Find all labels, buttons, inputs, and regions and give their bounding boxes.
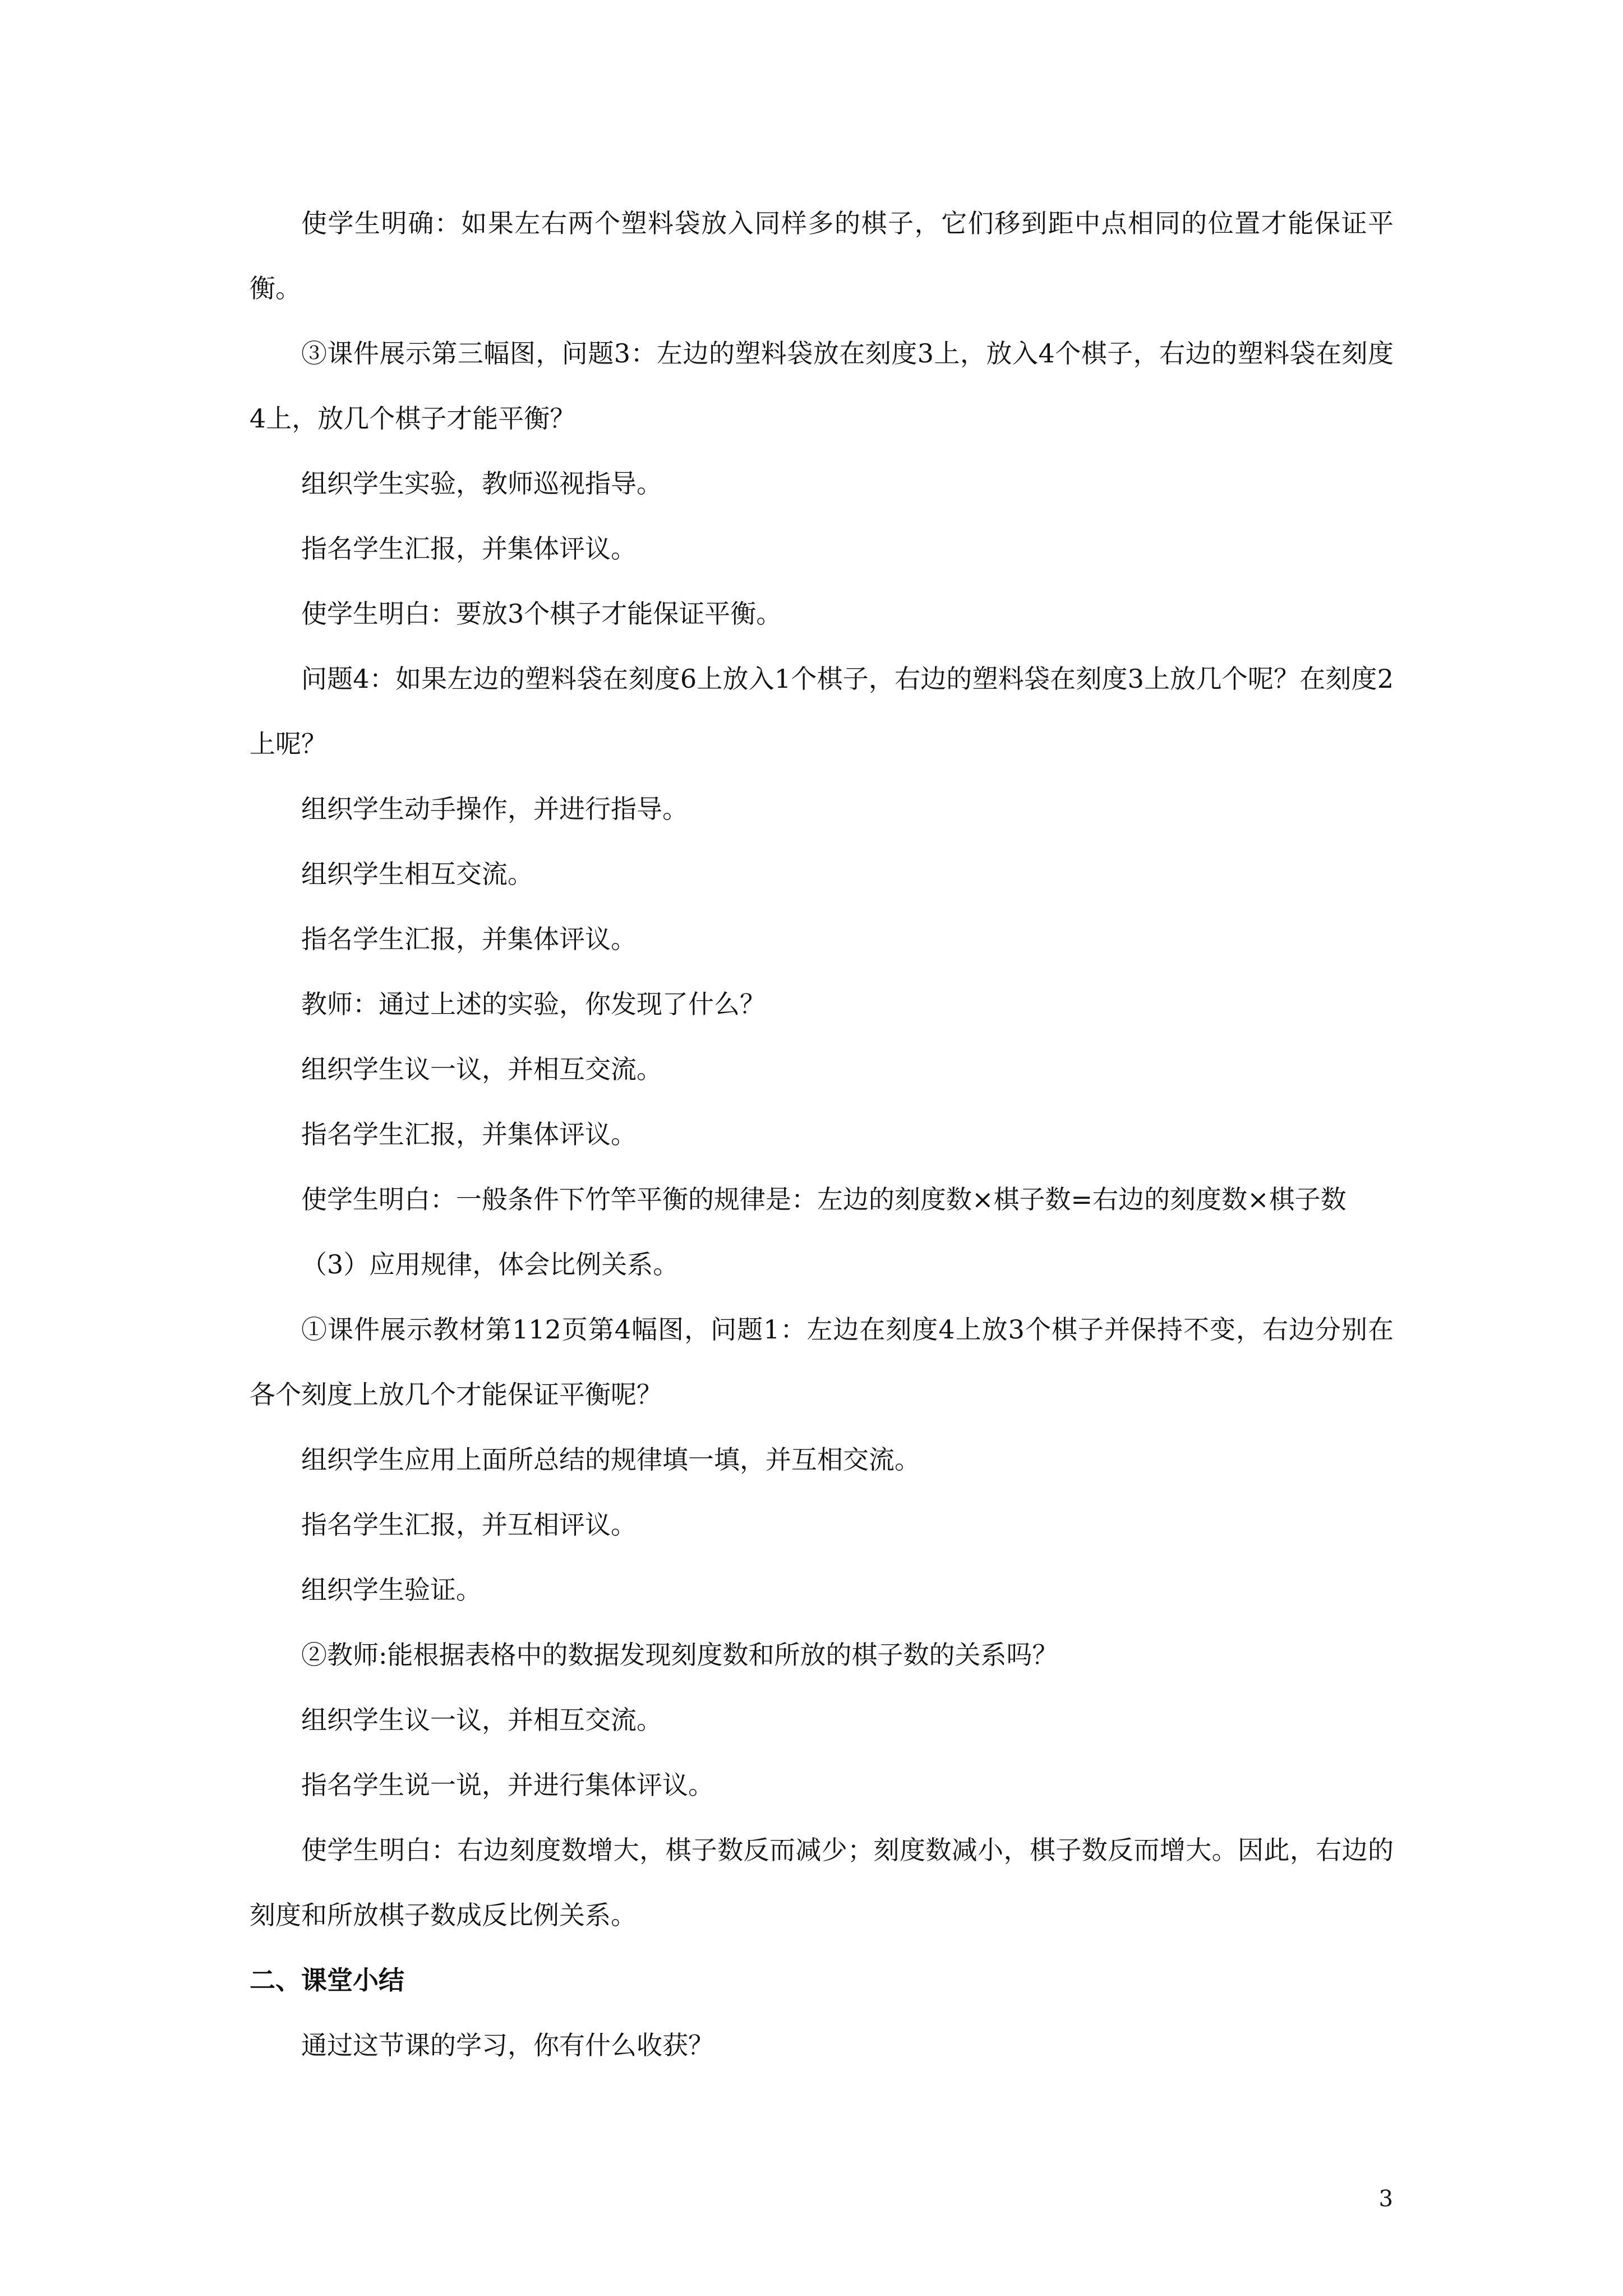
paragraph: 组织学生动手操作，并进行指导。 <box>301 794 688 824</box>
paragraph: 使学生明白：一般条件下竹竿平衡的规律是：左边的刻度数×棋子数=右边的刻度数×棋子数 <box>301 1184 1347 1214</box>
paragraph: 使学生明确：如果左右两个塑料袋放入同样多的棋子，它们移到距中点相同的位置才能保证平衡。 <box>250 208 1394 303</box>
paragraph: 使学生明白：右边刻度数增大，棋子数反而减少；刻度数减小，棋子数反而增大。因此，右边的刻度和所放棋子数成反比例关系。 <box>250 1835 1394 1930</box>
section-heading: 二、课堂小结 <box>250 1965 404 1995</box>
paragraph: 指名学生说一说，并进行集体评议。 <box>301 1770 714 1800</box>
paragraph: ①课件展示教材第112页第4幅图，问题1：左边在刻度4上放3个棋子并保持不变，右边分别在各个刻度上放几个才能保证平衡呢？ <box>250 1314 1394 1410</box>
paragraph: 组织学生议一议，并相互交流。 <box>301 1705 662 1735</box>
page-number: 3 <box>1378 2186 1393 2212</box>
paragraph: ②教师:能根据表格中的数据发现刻度数和所放的棋子数的关系吗？ <box>301 1640 1058 1670</box>
paragraph: （3）应用规律，体会比例关系。 <box>301 1249 679 1280</box>
paragraph: 指名学生汇报，并集体评议。 <box>301 924 637 954</box>
paragraph: 使学生明白：要放3个棋子才能保证平衡。 <box>301 599 782 629</box>
paragraph: 组织学生实验，教师巡视指导。 <box>301 468 662 499</box>
closing-paragraph: 通过这节课的学习，你有什么收获？ <box>301 2030 714 2060</box>
paragraph: ③课件展示第三幅图，问题3：左边的塑料袋放在刻度3上，放入4个棋子，右边的塑料袋在刻度4上，放几个棋子才能平衡？ <box>250 338 1394 434</box>
paragraph: 组织学生相互交流。 <box>301 859 533 889</box>
document-body <box>250 191 1394 2078</box>
paragraph: 教师：通过上述的实验，你发现了什么？ <box>301 989 766 1019</box>
paragraph: 指名学生汇报，并集体评议。 <box>301 533 637 564</box>
paragraph: 组织学生应用上面所总结的规律填一填，并互相交流。 <box>301 1444 920 1475</box>
paragraph: 指名学生汇报，并集体评议。 <box>301 1119 637 1149</box>
paragraph: 指名学生汇报，并互相评议。 <box>301 1510 637 1540</box>
paragraph: 组织学生议一议，并相互交流。 <box>301 1054 662 1084</box>
paragraph: 问题4：如果左边的塑料袋在刻度6上放入1个棋子，右边的塑料袋在刻度3上放几个呢？在刻度2上呢？ <box>250 664 1394 759</box>
paragraph: 组织学生验证。 <box>301 1575 482 1605</box>
